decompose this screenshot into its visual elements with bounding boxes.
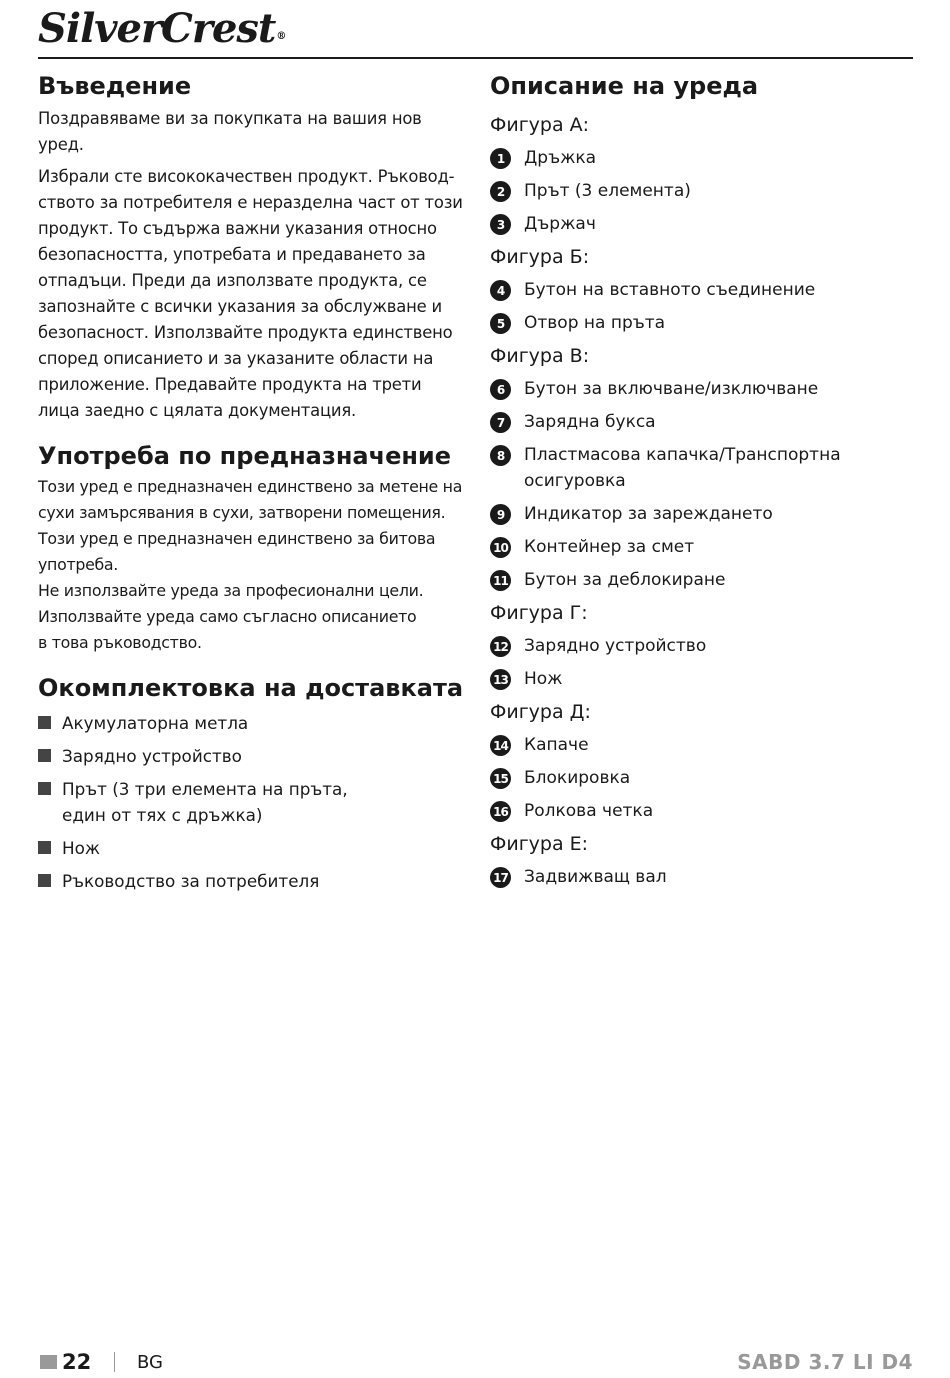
part-item xyxy=(490,798,920,824)
part-name-line: Зарядна букса xyxy=(524,412,656,432)
delivery-item-line: Акумулаторна метла xyxy=(62,713,249,733)
text-line: Не използвайте уреда за професионални цели. xyxy=(38,581,424,600)
part-item xyxy=(490,178,920,204)
part-name-line: Дръжка xyxy=(524,148,597,168)
part-name xyxy=(524,567,725,593)
text-line: запознайте с всички указания за обслужване и xyxy=(38,297,442,316)
brand-logo xyxy=(38,2,285,56)
delivery-item-text xyxy=(62,835,100,861)
delivery-item-line: Нож xyxy=(62,838,101,858)
part-number-badge: 15 xyxy=(490,768,511,789)
part-name-line: Блокировка xyxy=(524,768,631,788)
delivery-item xyxy=(38,710,468,736)
delivery-item-text xyxy=(62,710,248,736)
part-name xyxy=(524,534,694,560)
figure-label: Фигура А: xyxy=(490,114,590,136)
part-name-line: Отвор на пръта xyxy=(524,313,666,333)
part-name xyxy=(524,211,596,237)
part-name-line: Задвижващ вал xyxy=(524,867,667,887)
text-line: ството за потребителя е неразделна част от този xyxy=(38,193,463,212)
part-name-line: Бутон за деблокиране xyxy=(524,570,726,590)
part-item xyxy=(490,145,920,171)
part-number-badge: 12 xyxy=(490,636,511,657)
part-item xyxy=(490,534,920,560)
part-number-badge: 16 xyxy=(490,801,511,822)
part-list xyxy=(490,732,920,824)
part-name xyxy=(524,732,589,758)
footer-square-marker xyxy=(40,1355,57,1369)
text-line: употреба. xyxy=(38,555,119,574)
part-name-line: Контейнер за смет xyxy=(524,537,695,557)
part-name xyxy=(524,409,656,435)
part-name-line: Ролкова четка xyxy=(524,801,654,821)
part-name xyxy=(524,145,596,171)
text-line: Този уред е предназначен единствено за метене на xyxy=(38,477,463,496)
figure-label: Фигура Б: xyxy=(490,246,590,268)
delivery-item-line: Зарядно устройство xyxy=(62,746,242,766)
part-item xyxy=(490,501,920,527)
part-name-line: Зарядно устройство xyxy=(524,636,707,656)
part-name-line: Бутон на вставното съединение xyxy=(524,280,816,300)
footer-divider xyxy=(114,1352,115,1372)
part-number-badge: 9 xyxy=(490,504,511,525)
part-item xyxy=(490,567,920,593)
page-number: 22 xyxy=(62,1350,92,1374)
part-item xyxy=(490,633,920,659)
part-item xyxy=(490,277,920,303)
part-number-badge: 6 xyxy=(490,379,511,400)
part-name-line: Бутон за включване/изключване xyxy=(524,379,819,399)
text-line: отпадъци. Преди да използвате продукта, се xyxy=(38,271,427,290)
delivery-item-text xyxy=(62,776,348,828)
delivery-item-line: Ръководство за потребителя xyxy=(62,871,320,891)
figure-label: Фигура Е: xyxy=(490,833,589,855)
text-line: лица заедно с цялата документация. xyxy=(38,401,357,420)
part-name xyxy=(524,277,815,303)
text-line: според описанието и за указаните области на xyxy=(38,349,434,368)
part-item xyxy=(490,442,920,494)
part-list xyxy=(490,376,920,593)
description-heading: Описание на уреда xyxy=(490,72,759,100)
square-bullet-icon xyxy=(38,782,51,795)
intended-use-heading: Употреба по предназначение xyxy=(38,442,452,470)
brand-logo-text: SilverCrest xyxy=(38,5,276,52)
delivery-item xyxy=(38,743,468,769)
part-name-line: Държач xyxy=(524,214,596,234)
part-number-badge: 3 xyxy=(490,214,511,235)
part-list xyxy=(490,633,920,692)
text-line: в това ръководство. xyxy=(38,633,202,652)
part-name-line: осигуровка xyxy=(524,471,626,491)
part-number-badge: 17 xyxy=(490,867,511,888)
part-number-badge: 4 xyxy=(490,280,511,301)
square-bullet-icon xyxy=(38,749,51,762)
part-name xyxy=(524,501,773,527)
part-item xyxy=(490,376,920,402)
part-name xyxy=(524,798,653,824)
text-line: безопасността, употребата и предаването за xyxy=(38,245,426,264)
part-name-line: Пластмасова капачка/Транспортна xyxy=(524,445,841,465)
delivery-item-line: Прът (3 три елемента на пръта, xyxy=(62,779,348,799)
part-item xyxy=(490,211,920,237)
intended-use-paragraph xyxy=(38,474,468,656)
part-number-badge: 10 xyxy=(490,537,511,558)
delivery-item-text xyxy=(62,743,242,769)
text-line: продукт. То съдържа важни указания относно xyxy=(38,219,437,238)
delivery-item-text xyxy=(62,868,319,894)
part-item xyxy=(490,666,920,692)
figure-label: Фигура Д: xyxy=(490,701,591,723)
text-line: Избрали сте висококачествен продукт. Ръковод- xyxy=(38,167,455,186)
figure-list xyxy=(490,112,920,890)
delivery-item xyxy=(38,868,468,894)
part-name-line: Нож xyxy=(524,669,563,689)
part-number-badge: 8 xyxy=(490,445,511,466)
part-name xyxy=(524,765,630,791)
part-item xyxy=(490,310,920,336)
part-item xyxy=(490,732,920,758)
part-item xyxy=(490,864,920,890)
part-name xyxy=(524,442,841,494)
part-number-badge: 1 xyxy=(490,148,511,169)
part-number-badge: 7 xyxy=(490,412,511,433)
part-number-badge: 2 xyxy=(490,181,511,202)
delivery-item xyxy=(38,776,468,828)
part-number-badge: 14 xyxy=(490,735,511,756)
part-name xyxy=(524,666,563,692)
text-line: Използвайте уреда само съгласно описанието xyxy=(38,607,417,626)
delivery-item-line: един от тях с дръжка) xyxy=(62,805,263,825)
part-item xyxy=(490,765,920,791)
part-name xyxy=(524,376,818,402)
square-bullet-icon xyxy=(38,716,51,729)
part-name xyxy=(524,864,667,890)
part-number-badge: 5 xyxy=(490,313,511,334)
part-list xyxy=(490,277,920,336)
delivery-heading: Окомплектовка на доставката xyxy=(38,674,464,702)
intro-paragraph-2 xyxy=(38,164,468,424)
delivery-list xyxy=(38,710,468,894)
text-line: Поздравяваме ви за покупката на вашия нов уред. xyxy=(38,109,422,154)
intro-paragraph-1 xyxy=(38,106,468,158)
part-name xyxy=(524,633,706,659)
text-line: Този уред е предназначен единствено за битова xyxy=(38,529,436,548)
figure-label: Фигура Г: xyxy=(490,602,588,624)
model-number: SABD 3.7 LI D4 xyxy=(737,1350,913,1374)
text-line: приложение. Предавайте продукта на трети xyxy=(38,375,422,394)
square-bullet-icon xyxy=(38,841,51,854)
language-code: BG xyxy=(137,1352,163,1373)
part-name-line: Индикатор за зареждането xyxy=(524,504,773,524)
part-name xyxy=(524,310,665,336)
header-rule xyxy=(38,57,913,59)
part-list xyxy=(490,145,920,237)
left-column xyxy=(38,70,468,901)
intro-heading: Въведение xyxy=(38,72,192,100)
part-name-line: Капаче xyxy=(524,735,589,755)
part-item xyxy=(490,409,920,435)
delivery-item xyxy=(38,835,468,861)
text-line: безопасност. Използвайте продукта единствено xyxy=(38,323,453,342)
part-number-badge: 13 xyxy=(490,669,511,690)
right-column xyxy=(490,70,920,897)
square-bullet-icon xyxy=(38,874,51,887)
figure-label: Фигура В: xyxy=(490,345,590,367)
part-list xyxy=(490,864,920,890)
part-name-line: Прът (3 елемента) xyxy=(524,181,691,201)
text-line: сухи замърсявания в сухи, затворени помещения. xyxy=(38,503,446,522)
registered-mark: ® xyxy=(276,31,286,42)
part-number-badge: 11 xyxy=(490,570,511,591)
part-name xyxy=(524,178,691,204)
